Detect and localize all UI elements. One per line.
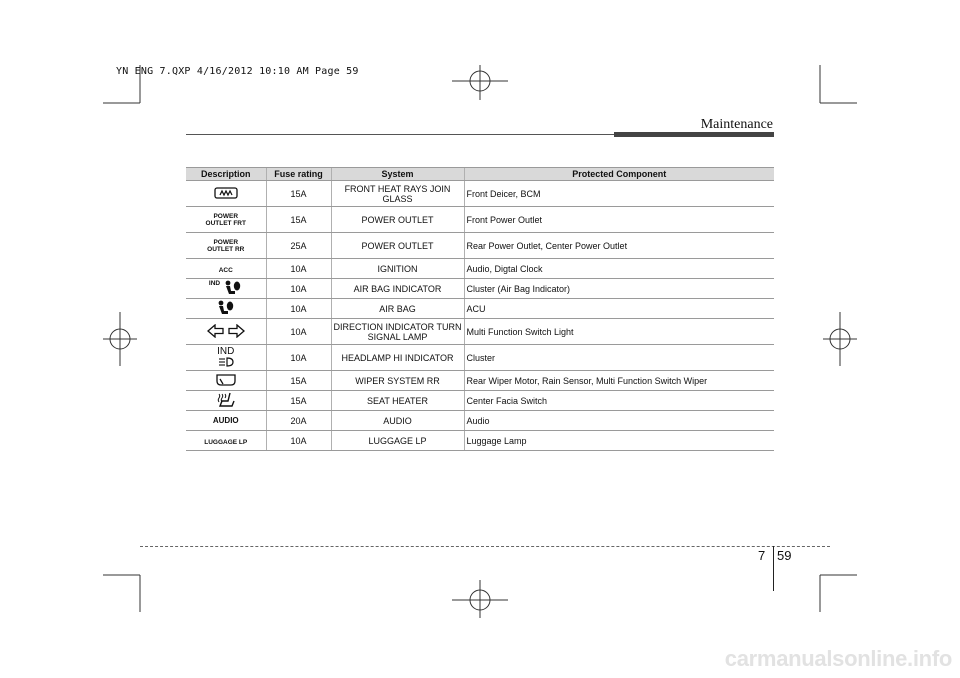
headlamp-ind-label: IND: [217, 345, 235, 357]
fuse-rating-cell: 15A: [266, 371, 331, 391]
seat-heater-icon: [216, 392, 236, 408]
system-cell: LUGGAGE LP: [331, 431, 464, 451]
footer-dashed-rule: [140, 546, 830, 547]
system-cell: AIR BAG INDICATOR: [331, 279, 464, 299]
fuse-rating-cell: 15A: [266, 181, 331, 207]
component-cell: Cluster: [464, 345, 774, 371]
system-cell: WIPER SYSTEM RR: [331, 371, 464, 391]
system-cell: FRONT HEAT RAYS JOIN GLASS: [331, 181, 464, 207]
description-cell: [186, 319, 266, 345]
fuse-rating-cell: 15A: [266, 391, 331, 411]
header-description: Description: [186, 168, 266, 181]
system-cell: POWER OUTLET: [331, 207, 464, 233]
description-cell: [186, 279, 266, 299]
turn-signal-icon: [206, 324, 246, 338]
table-row: [186, 233, 774, 259]
system-cell: AUDIO: [331, 411, 464, 431]
system-cell: IGNITION: [331, 259, 464, 279]
table-row: [186, 279, 774, 299]
description-cell: [186, 207, 266, 233]
component-cell: Front Power Outlet: [464, 207, 774, 233]
table-row: [186, 391, 774, 411]
acc-label: ACC: [218, 266, 233, 274]
description-cell: [186, 431, 266, 451]
description-cell: [186, 259, 266, 279]
table-row: [186, 431, 774, 451]
description-cell: [186, 299, 266, 319]
airbag-icon: [216, 300, 236, 316]
chapter-number: 7: [758, 548, 766, 563]
fuse-rating-cell: 10A: [266, 299, 331, 319]
description-cell: [186, 181, 266, 207]
component-cell: Multi Function Switch Light: [464, 319, 774, 345]
component-cell: Center Facia Switch: [464, 391, 774, 411]
ind-label: IND: [208, 279, 221, 287]
table-row: [186, 299, 774, 319]
description-cell: [186, 391, 266, 411]
component-cell: Cluster (Air Bag Indicator): [464, 279, 774, 299]
component-cell: Front Deicer, BCM: [464, 181, 774, 207]
table-header-row: [186, 168, 774, 181]
description-cell: [186, 345, 266, 371]
component-cell: Audio: [464, 411, 774, 431]
description-cell: [186, 371, 266, 391]
fuse-rating-cell: 10A: [266, 345, 331, 371]
header-rule-accent: [614, 132, 774, 137]
system-cell: HEADLAMP HI INDICATOR: [331, 345, 464, 371]
header-system: System: [331, 168, 464, 181]
fuse-rating-cell: 25A: [266, 233, 331, 259]
system-cell: SEAT HEATER: [331, 391, 464, 411]
fuse-rating-cell: 10A: [266, 319, 331, 345]
fuse-rating-cell: 10A: [266, 279, 331, 299]
airbag-ind-icon: [223, 280, 243, 296]
component-cell: Rear Wiper Motor, Rain Sensor, Multi Function Switch Wiper: [464, 371, 774, 391]
table-row: [186, 371, 774, 391]
page-number: 59: [777, 548, 792, 563]
system-cell: AIR BAG: [331, 299, 464, 319]
luggage-lp-label: LUGGAGE LP: [204, 438, 248, 446]
fuse-rating-cell: 10A: [266, 259, 331, 279]
header-rule: [186, 134, 614, 135]
header-protected-component: Protected Component: [464, 168, 774, 181]
rear-defroster-icon: [213, 186, 239, 200]
component-cell: Luggage Lamp: [464, 431, 774, 451]
fuse-rating-cell: 20A: [266, 411, 331, 431]
component-cell: Audio, Digtal Clock: [464, 259, 774, 279]
headlamp-ind-icon: [217, 357, 235, 367]
section-title: Maintenance: [700, 117, 773, 132]
power-outlet-rr-label: POWER OUTLET RR: [207, 238, 245, 253]
description-cell: [186, 233, 266, 259]
table-row: [186, 207, 774, 233]
header-fuse-rating: Fuse rating: [266, 168, 331, 181]
fuse-rating-cell: 15A: [266, 207, 331, 233]
system-cell: DIRECTION INDICATOR TURN SIGNAL LAMP: [331, 319, 464, 345]
system-cell: POWER OUTLET: [331, 233, 464, 259]
table-row: [186, 411, 774, 431]
fuse-rating-cell: 10A: [266, 431, 331, 451]
rear-wiper-icon: [215, 373, 237, 387]
table-row: [186, 181, 774, 207]
watermark: carmanualsonline.info: [724, 646, 952, 671]
print-slug: YN ENG 7.QXP 4/16/2012 10:10 AM Page 59: [116, 66, 359, 77]
table-row: [186, 319, 774, 345]
power-outlet-frt-label: POWER OUTLET FRT: [205, 212, 246, 227]
component-cell: Rear Power Outlet, Center Power Outlet: [464, 233, 774, 259]
page-number-separator: [773, 546, 774, 591]
audio-label: AUDIO: [212, 416, 239, 425]
component-cell: ACU: [464, 299, 774, 319]
fuse-table: [186, 167, 774, 451]
table-row: [186, 259, 774, 279]
description-cell: [186, 411, 266, 431]
table-row: [186, 345, 774, 371]
